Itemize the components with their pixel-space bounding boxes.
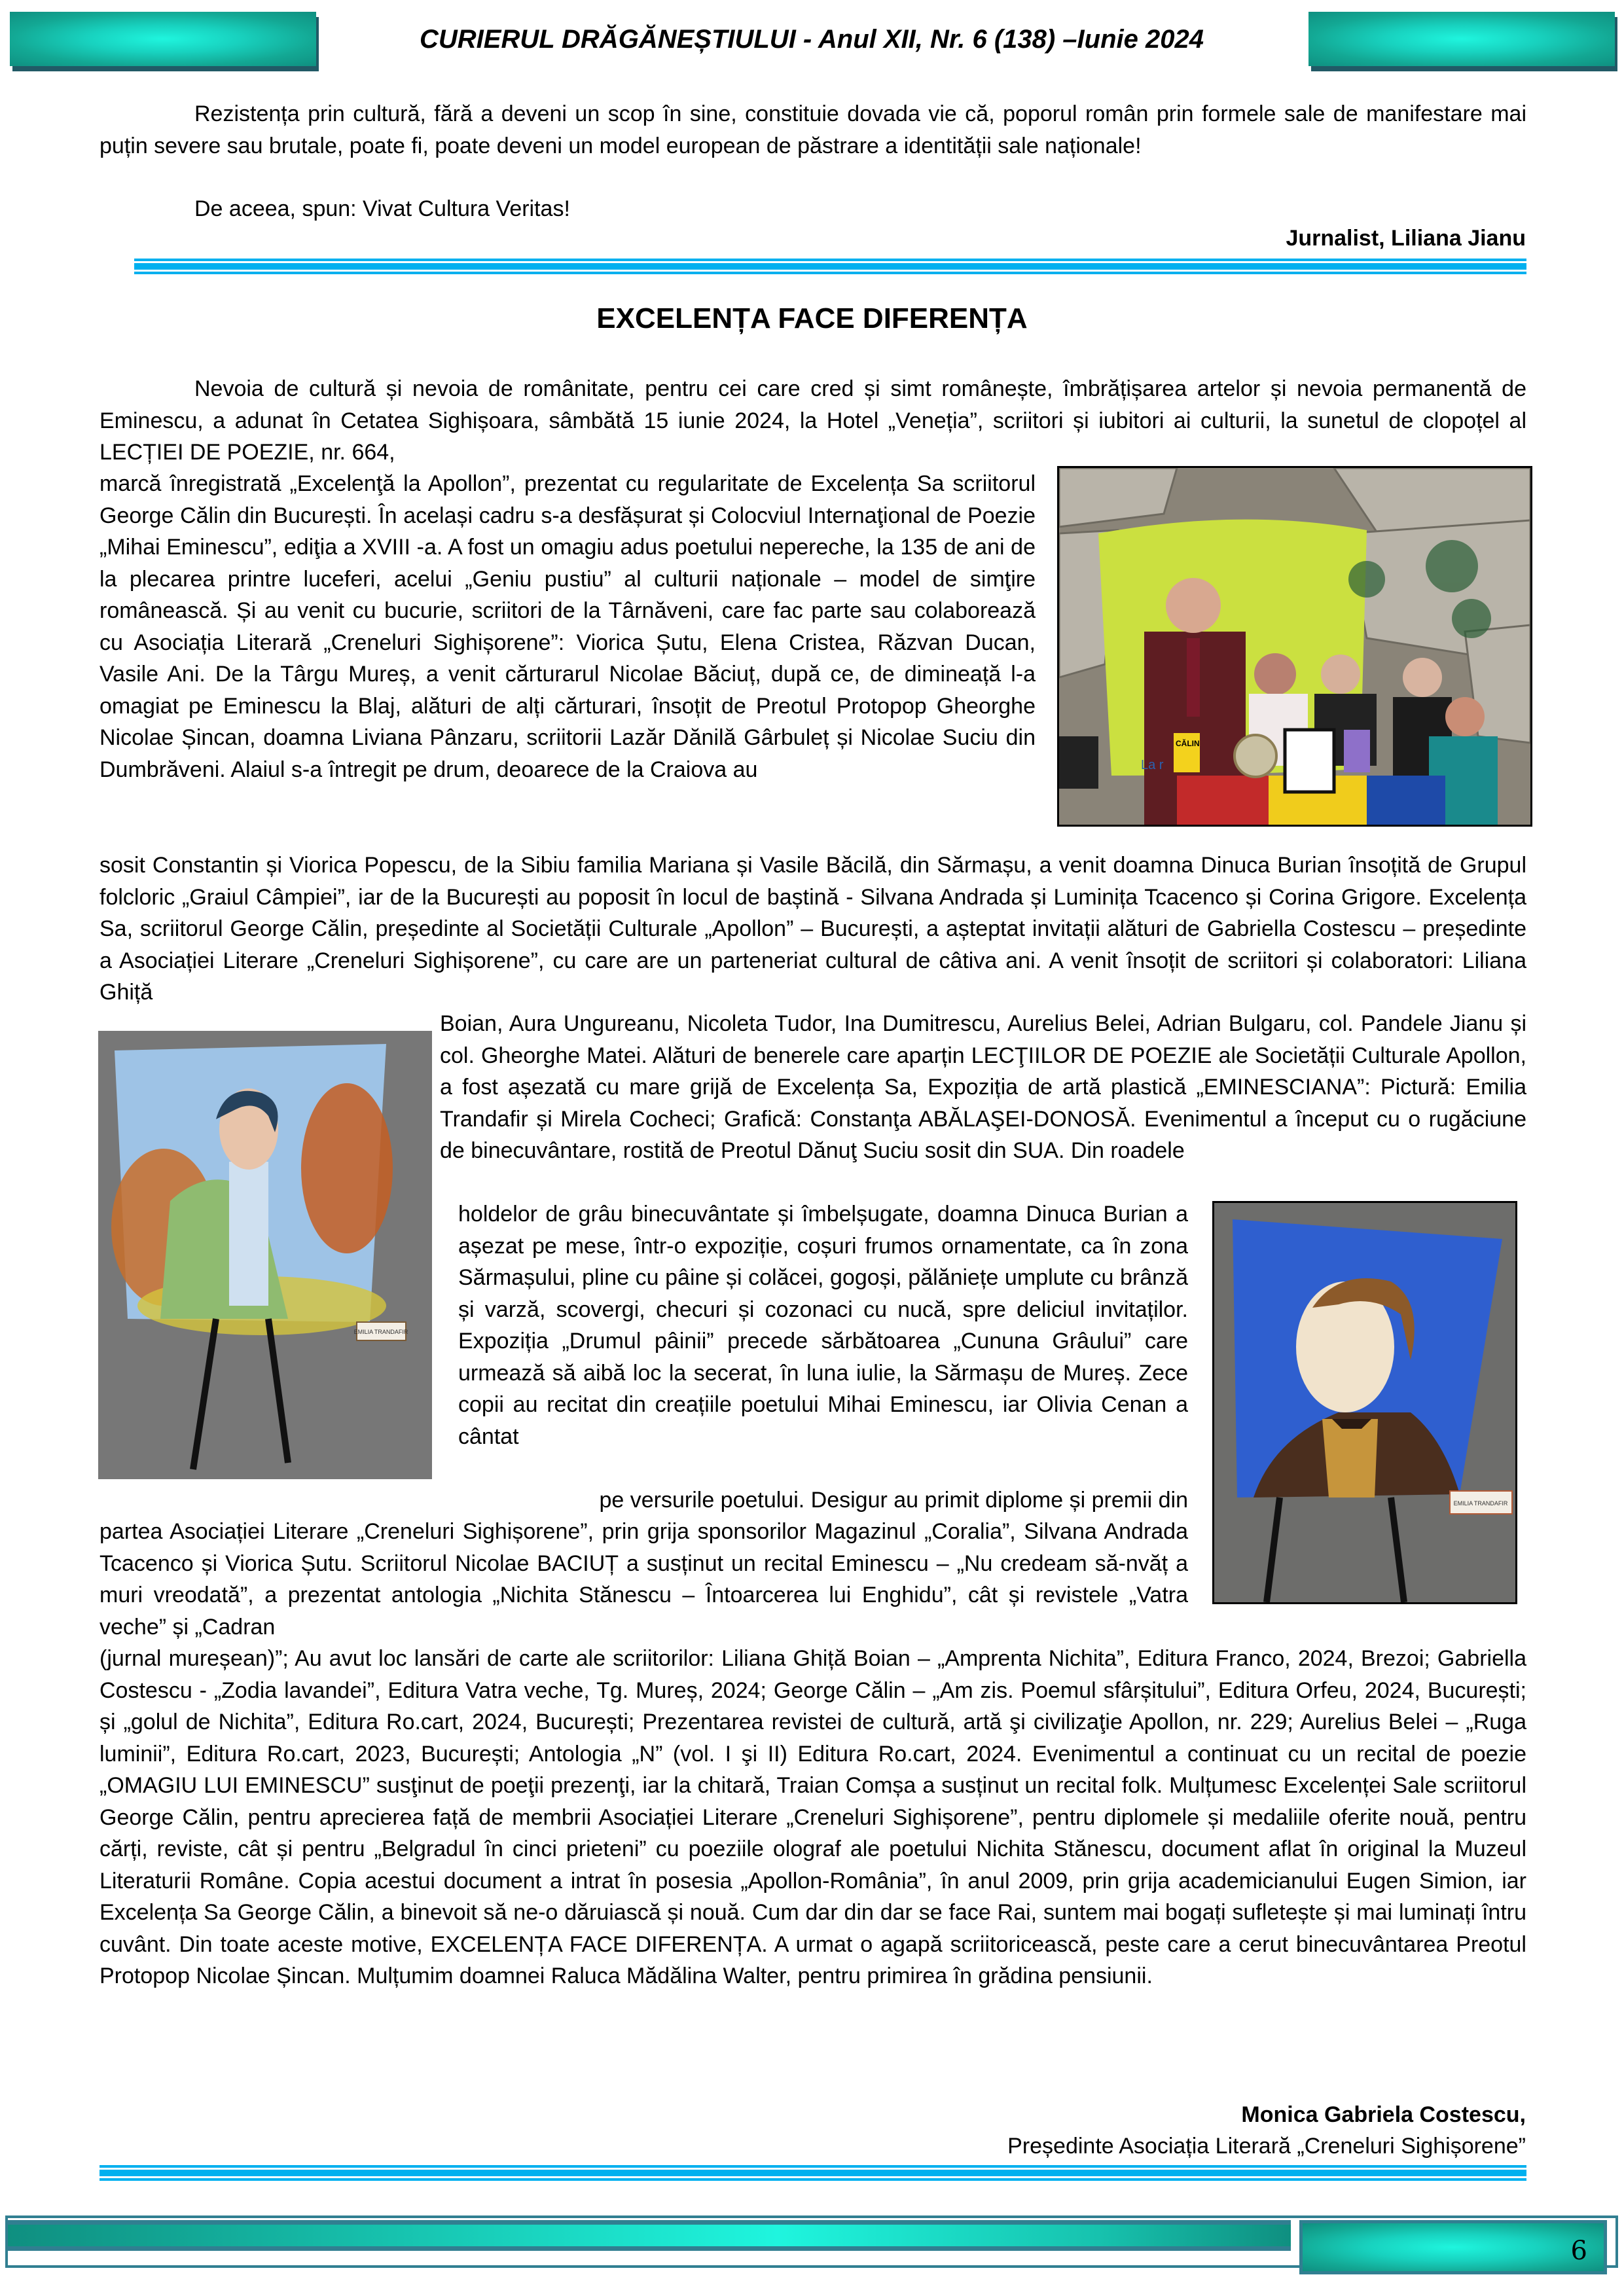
section-divider xyxy=(134,259,1526,272)
article-block-1: marcă înregistrată „Excelenţă la Apollon”, prezentat cu regularitate de Excelența Sa scriitorul George Călin din București. În același cadru s-a desfășurat și Colocviul Internaţional de Poezie „Mihai Eminescu”, ediţia a XVIII -a. A fost un omagiu adus poetului nepereche, la 135 de ani de la plecarea printre luceferi, acelui „Geniu pustiu” al culturii naționale – model de simţire românească. Și au venit cu bucurie, scriitori de la Târnăveni, care fac parte sau colaborează cu Asociația Literară „Creneluri Sighișorene”: Viorica Șutu, Elena Cristea, Răzvan Ducan, Vasile Ani. De la Târgu Mureș, a venit cărturarul Nicolae Băciuț, după ce, de dimineață l-a omagiat pe Eminescu la Blaj, alături de alți cărturari, însoțit de Preotul Protopop Gheorghe Nicolae Șincan, doamna Liviana Pânzaru, scriitorii Lazăr Dănilă Gârbuleț și Nicolae Suciu din Dumbrăveni. Alaiul s-a întregit pe drum, deoarece de la Craiova au xyxy=(99,471,1036,782)
book-cover-label: CĂLIN xyxy=(1176,739,1200,748)
event-photo xyxy=(1057,466,1532,827)
footer-bar xyxy=(8,2220,1291,2251)
page-number-box xyxy=(1299,2220,1607,2274)
article-signature-role: Președinte Asociația Literară „Creneluri Sighișorene” xyxy=(1007,2134,1526,2159)
header-decor-left xyxy=(10,12,316,66)
article-block-6: partea Asociației Literare „Creneluri Sighișorene”, prin grija sponsorilor Magazinul „Coralia”, Silvana Andrada Tcacenco și Viorica Șutu. Scriitorul Nicolae BACIUȚ a susținut un recital Eminescu – „Nu credeam să-nvăț a muri vreodată”, a prezentat antologia „Nichita Stănescu – Întoarcerea lui Enghidu”, cât și revistele „Vatra veche” și „Cadran xyxy=(99,1519,1188,1640)
prev-article-closing: De aceea, spun: Vivat Cultura Veritas! xyxy=(194,196,570,221)
painting-left-label: EMILIA TRANDAFIR xyxy=(353,1329,408,1335)
article-block-7: (jurnal mureșean)”; Au avut loc lansări de carte ale scriitorilor: Liliana Ghiță Boian – „Amprenta Nichita”, Editura Franco, 2024, Brezoi; Gabriella Costescu - „Zodia lavandei”, Editura Vatra veche, Tg. Mureș, 2024; George Călin – „Am zis. Poemul sfârșitului”, Editura Orfeu, 2024, București; și „golul de Nichita”, Editura Ro.cart, 2024, București; Prezentarea revistei de cultură, artă şi civilizaţie Apollon, nr. 229; Aurelius Belei – „Ruga luminii”, Editura Ro.cart, 2023, București; Antologia „N” (vol. I şi II) Editura Ro.cart, 2024. Evenimentul a continuat cu un recital de poezie „OMAGIU LUI EMINESCU” susţinut de poeţii prezenţi, iar la chitară, Traian Comșa a susținut un recital folk. Mulțumesc Excelenței Sale scriitorul George Călin, pentru aprecierea față de membrii Asociației Literare „Creneluri Sighișorene”, pentru diplomele și medaliile oferite nouă, pentru cărți, reviste, cât și pentru „Belgradul în cinci prieteni” cu poeziile olograf ale poetului Nichita Stănescu, document aflat în original la Muzeul Literaturii Române. Copia acestui document a intrat în posesia „Apollon-România”, în anul 2009, prin grija academicianului Eugen Simion, iar Excelența Sa George Călin, a binevoit să ne-o dăruiască și nouă. Cum dar din dar se face Rai, suntem mai bogați sufletește și mai luminați întru cuvânt. Din toate aceste motive, EXCELENȚA FACE DIFERENȚA. A urmat o agapă scriitoricească, peste care a cerut binecuvântarea Preotul Protopop Nicolae Șincan. Mulțumim doamnei Raluca Mădălina Walter, pentru primirea în grădina pensiunii. xyxy=(99,1646,1526,1988)
article-block-3: Boian, Aura Ungureanu, Nicoleta Tudor, Ina Dumitrescu, Aurelius Belei, Adrian Bulgaru, col. Pandele Jianu și col. Gheorghe Matei. Alături de benerele care aparțin LECŢIILOR DE POEZIE ale Societății Culturale Apollon, a fost așezată cu mare grijă de Excelența Sa, Expoziția de artă plastică „EMINESCIANA”: Pictură: Emilia Trandafir și Mirela Cocheci; Grafică: Constanţa ABĂLAŞEI-DONOSĂ. Evenimentul a început cu o rugăciune de binecuvântare, rostită de Preotul Dănuţ Suciu sosit din SUA. Din roadele xyxy=(440,1011,1526,1163)
painting-right-image xyxy=(1214,1203,1515,1602)
painting-right-label: EMILIA TRANDAFIR xyxy=(1453,1500,1508,1507)
signature-divider xyxy=(99,2165,1526,2178)
event-photo-image xyxy=(1059,468,1530,825)
painting-left-image xyxy=(98,1031,432,1479)
article-block-4: holdelor de grâu binecuvântate și îmbelșugate, doamna Dinuca Burian a așezat pe mese, într-o expoziție, coșuri frumos ornamentate, ca în zona Sărmașului, pline cu pâine și colăcei, gogoși, pălăniețe umplute cu brânză și varză, scovergi, checuri și cozonaci cu nucă, spre deliciul invitaților. Expoziția „Drumul pâinii” precede sărbătoarea „Cununa Grâului” care urmează să aibă loc la secerat, în luna iulie, la Sărmașu de Mureș. Zece copii au recitat din creațiile poetului Mihai Eminescu, iar Olivia Cenan a cântat xyxy=(458,1202,1188,1449)
painting-photo-right xyxy=(1212,1201,1517,1604)
article-signature-name: Monica Gabriela Costescu, xyxy=(1241,2102,1526,2127)
article-block-2: sosit Constantin și Viorica Popescu, de la Sibiu familia Mariana și Vasile Băcilă, din Sărmașu, a venit doamna Dinuca Burian însoțită de Grupul folcloric „Graiul Câmpiei”, iar de la București au poposit în locul de baștină - Silvana Andrada și Luminița Tcacenco și Corina Grigore. Excelența Sa, scriitorul George Călin, președinte al Societății Culturale „Apollon” – București, a așteptat invitații alături de Gabriella Costescu – președinte a Asociației Literare „Creneluri Sighișorene”, cu care are un parteneriat cultural de câtiva ani. A venit însoțit de scriitori și colaboratori: Liliana Ghiță xyxy=(99,853,1526,1005)
prev-article-signature: Jurnalist, Liliana Jianu xyxy=(1286,226,1526,251)
header-decor-right xyxy=(1308,12,1615,66)
masthead-title: CURIERUL DRĂGĂNEȘTIULUI - Anul XII, Nr. 6 (138) –Iunie 2024 xyxy=(419,25,1204,54)
article-intro: Nevoia de cultură și nevoia de românitate, pentru cei care cred și simt românește, îmbrățișarea artelor și nevoia permanentă de Eminescu, a adunat în Cetatea Sighișoara, sâmbătă 15 iunie 2024, la Hotel „Veneția”, scriitori și iubitori ai culturii, la sunetul de clopoțel al LECȚIEI DE POEZIE, nr. 664, xyxy=(99,376,1526,465)
prev-article-paragraph: Rezistența prin cultură, fără a deveni un scop în sine, constituie dovada vie că, poporul român prin formele sale de manifestare mai puțin severe sau brutale, poate fi, poate deveni un model european de păstrare a identității sale naționale! xyxy=(99,101,1526,158)
painting-photo-left xyxy=(98,1031,432,1479)
article-title: EXCELENȚA FACE DIFERENȚA xyxy=(596,302,1028,334)
banner-text: La r xyxy=(1141,758,1164,772)
article-block-5: pe versurile poetului. Desigur au primit diplome și premii din xyxy=(599,1488,1188,1513)
page-number: 6 xyxy=(1570,2236,1587,2266)
